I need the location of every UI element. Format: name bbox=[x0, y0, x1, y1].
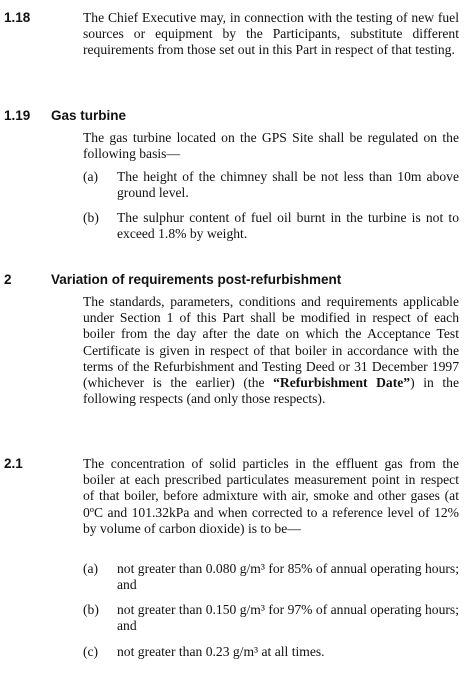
section-number-1-18: 1.18 bbox=[4, 10, 31, 25]
section-1-19-intro: The gas turbine located on the GPS Site shall be regulated on the following basis— bbox=[83, 130, 459, 162]
section-2-1-intro: The concentration of solid particles in the effluent gas from the boiler at each prescribed particulates measurement point in respect of that boiler, before admixture with air, smoke and other gases (at 0ºC and 101.32kPa and when corrected to a reference level of 12% by volume of carbon dioxide) is to be— bbox=[83, 456, 459, 536]
item-label: (b) bbox=[83, 602, 99, 617]
section-2-text bbox=[83, 294, 459, 407]
section-number-2: 2 bbox=[4, 272, 12, 287]
section-2-1-item-a bbox=[83, 561, 459, 593]
section-2-1-item-b bbox=[83, 602, 459, 634]
section-number-2-1: 2.1 bbox=[4, 456, 23, 471]
item-text: not greater than 0.080 g/m³ for 85% of annual operating hours; and bbox=[117, 561, 459, 593]
section-number-1-19: 1.19 bbox=[4, 108, 31, 123]
item-text: The height of the chimney shall be not less than 10m above ground level. bbox=[117, 169, 459, 201]
section-2-1-item-c bbox=[83, 644, 459, 660]
item-text: The sulphur content of fuel oil burnt in the turbine is not to exceed 1.8% by weight. bbox=[117, 210, 459, 242]
section-1-19-item-b bbox=[83, 210, 459, 242]
section-2-text-before: The standards, parameters, conditions and requirements applicable under Section 1 of this Part shall be modified in respect of each boiler from the day after the date on which the Acceptance Test Certificate is given in respect of that boiler in accordance with the terms of the Refurbishment and Testing Deed or 31 December 1997 (whichever is the earlier) (the bbox=[83, 294, 459, 391]
defined-term-refurbishment-date: “Refurbishment Date” bbox=[273, 375, 411, 391]
section-2-text-after: ) in the following respects (and only those respects). bbox=[83, 375, 459, 407]
item-label: (a) bbox=[83, 169, 99, 184]
section-1-19-item-a bbox=[83, 169, 459, 201]
section-1-18-text: The Chief Executive may, in connection with the testing of new fuel sources or equipment by the Participants, substitute different requirements from those set out in this Part in respect of that testing. bbox=[83, 10, 459, 58]
item-label: (c) bbox=[83, 644, 99, 659]
item-text: not greater than 0.23 g/m³ at all times. bbox=[117, 644, 325, 659]
item-label: (a) bbox=[83, 561, 99, 576]
item-label: (b) bbox=[83, 210, 99, 225]
section-1-19-heading: Gas turbine bbox=[51, 108, 127, 123]
item-text: not greater than 0.150 g/m³ for 97% of annual operating hours; and bbox=[117, 602, 459, 634]
section-2-heading: Variation of requirements post-refurbishment bbox=[51, 272, 342, 287]
